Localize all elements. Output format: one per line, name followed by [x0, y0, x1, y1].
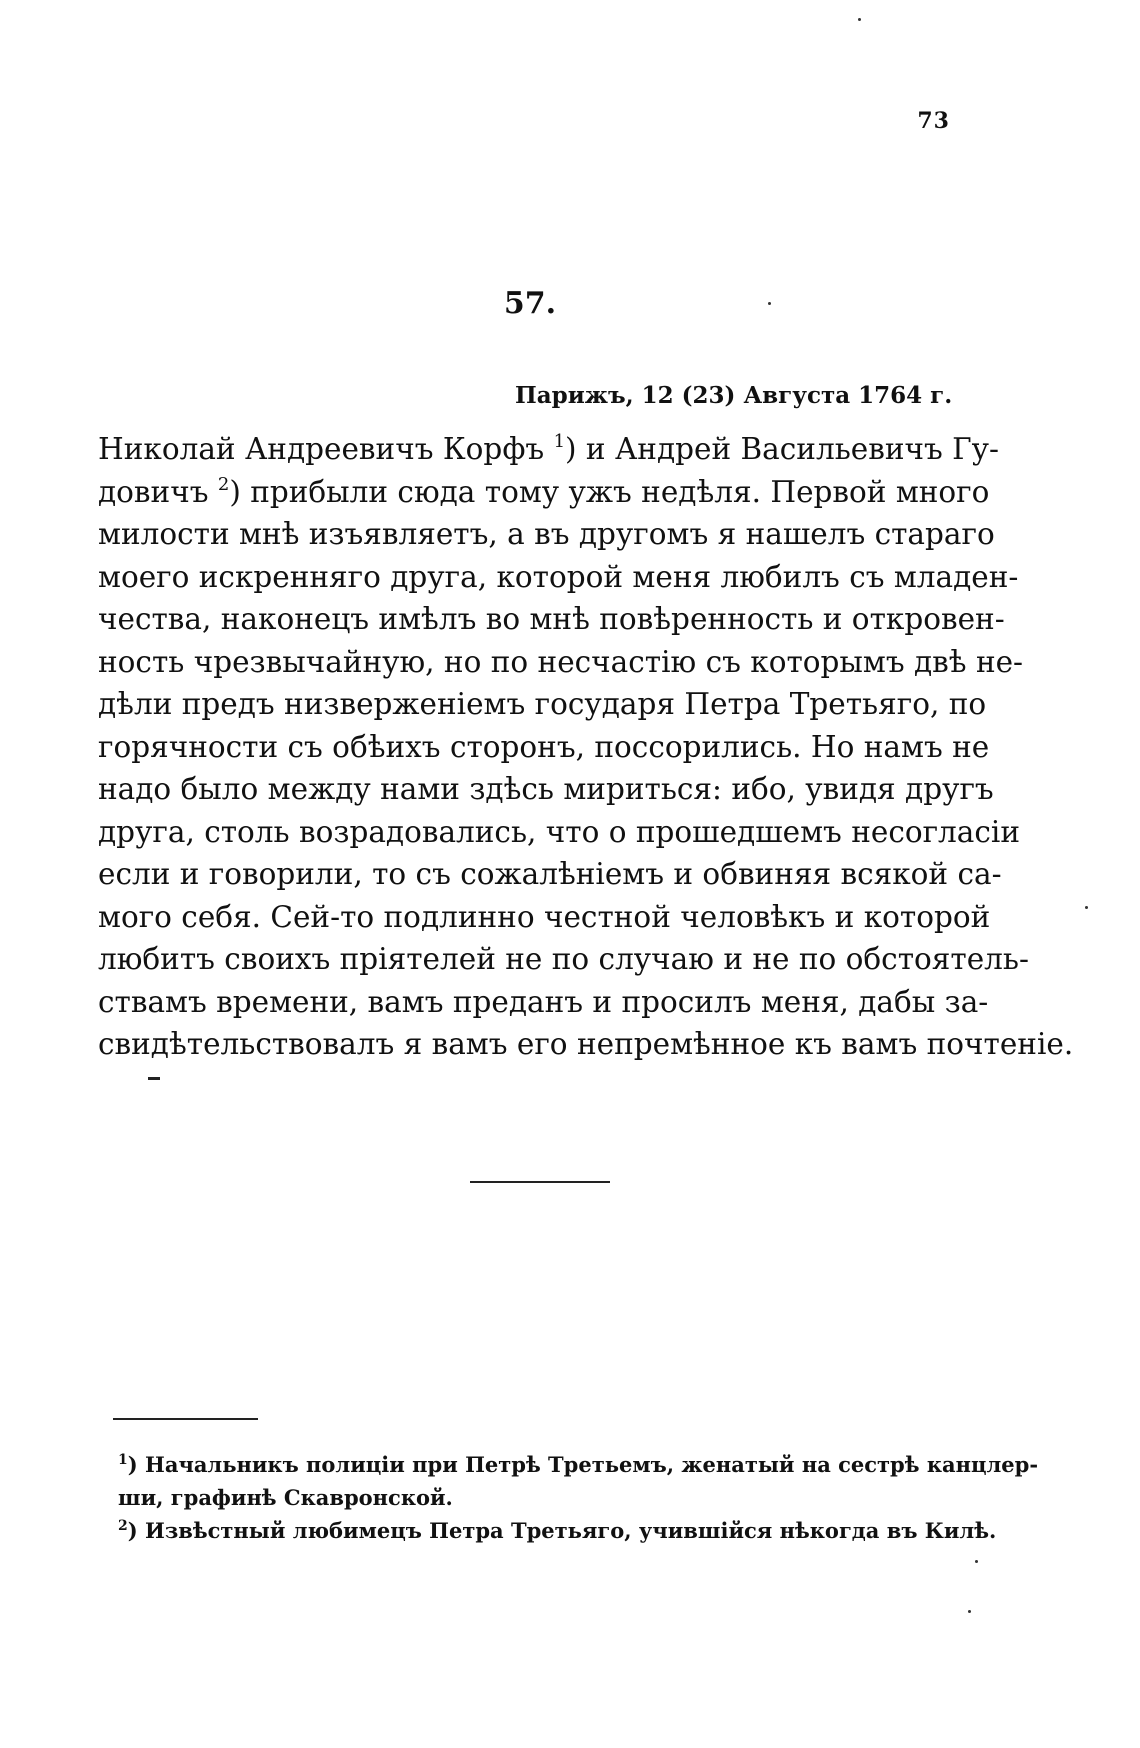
scan-speck: [858, 18, 861, 21]
letter-body: [98, 428, 1074, 1066]
body-line: мого себя. Сей-то подлинно честной человѣкъ и которой: [98, 899, 991, 934]
body-line: дѣли предъ низверженіемъ государя Петра Третьяго, по: [98, 687, 987, 721]
body-line: надо было между нами здѣсь мириться: ибо, увидя другъ: [98, 772, 994, 806]
body-line: ствамъ времени, вамъ преданъ и просилъ меня, дабы за-: [98, 984, 989, 1019]
body-line: свидѣтельствовалъ я вамъ его непремѣнное къ вамъ почтеніе.: [98, 1027, 1074, 1061]
body-line: милости мнѣ изъявляетъ, а въ другомъ я нашелъ стараго: [98, 517, 995, 551]
body-line: ность чрезвычайную, но по несчастію съ которымъ двѣ не-: [98, 644, 1024, 679]
scan-speck: [1085, 906, 1088, 909]
footnote-mark: 1: [118, 1452, 128, 1468]
body-line: чества, наконецъ имѣлъ во мнѣ повѣренность и откровен-: [98, 602, 1005, 636]
body-line: довичъ $^2$) прибыли сюда тому ужъ недѣля. Первой много: [98, 473, 990, 509]
body-line: если и говорили, то съ сожалѣніемъ и обвиняя всякой са-: [98, 857, 1002, 891]
scan-speck: [768, 302, 771, 305]
body-line-text: и Андрей Васильевичъ Гу-: [585, 432, 999, 466]
body-line: Николай Андреевичъ Корфъ $^1$) и Андрей Васильевичъ Гу-: [98, 431, 999, 466]
footnote-1-cont: ши, графинѣ Скавронской.: [118, 1485, 453, 1510]
body-line: горячности съ обѣихъ сторонъ, поссорились. Но намъ не: [98, 729, 990, 764]
footnote-ref: 1: [553, 431, 566, 452]
dateline: Парижъ, 12 (23) Августа 1764 г.: [515, 382, 953, 409]
footnote-text: ) Извѣстный любимецъ Петра Третьяго, учившійся нѣкогда въ Килѣ.: [127, 1518, 997, 1543]
footnote-mark: 2: [118, 1518, 128, 1534]
body-line: друга, столь возрадовались, что о прошедшемъ несогласіи: [98, 814, 1021, 849]
letter-number: 57.: [503, 286, 557, 321]
body-line: моего искренняго друга, которой меня любилъ съ младен-: [98, 559, 1019, 594]
scan-speck: [968, 1610, 971, 1613]
section-separator: [470, 1181, 610, 1183]
body-line: любитъ своихъ пріятелей не по случаю и не по обстоятель-: [98, 942, 1029, 976]
body-line-text: довичъ: [98, 474, 209, 509]
footnotes: [118, 1448, 1039, 1547]
footnote-1: [118, 1448, 1039, 1481]
scan-speck: [975, 1560, 978, 1563]
footnote-text: ) Начальникъ полиціи при Петрѣ Третьемъ, женатый на сестрѣ канцлер-: [127, 1452, 1039, 1477]
footnote-ref: 2: [217, 473, 230, 495]
body-line-text: Николай Андреевичъ Корфъ: [98, 432, 545, 466]
body-line-text: прибыли сюда тому ужъ недѣля. Первой много: [250, 474, 990, 509]
footnote-2: [118, 1514, 997, 1547]
stray-dash: [148, 1077, 160, 1080]
page-number: 73: [917, 108, 950, 134]
footnote-rule: [113, 1418, 258, 1420]
